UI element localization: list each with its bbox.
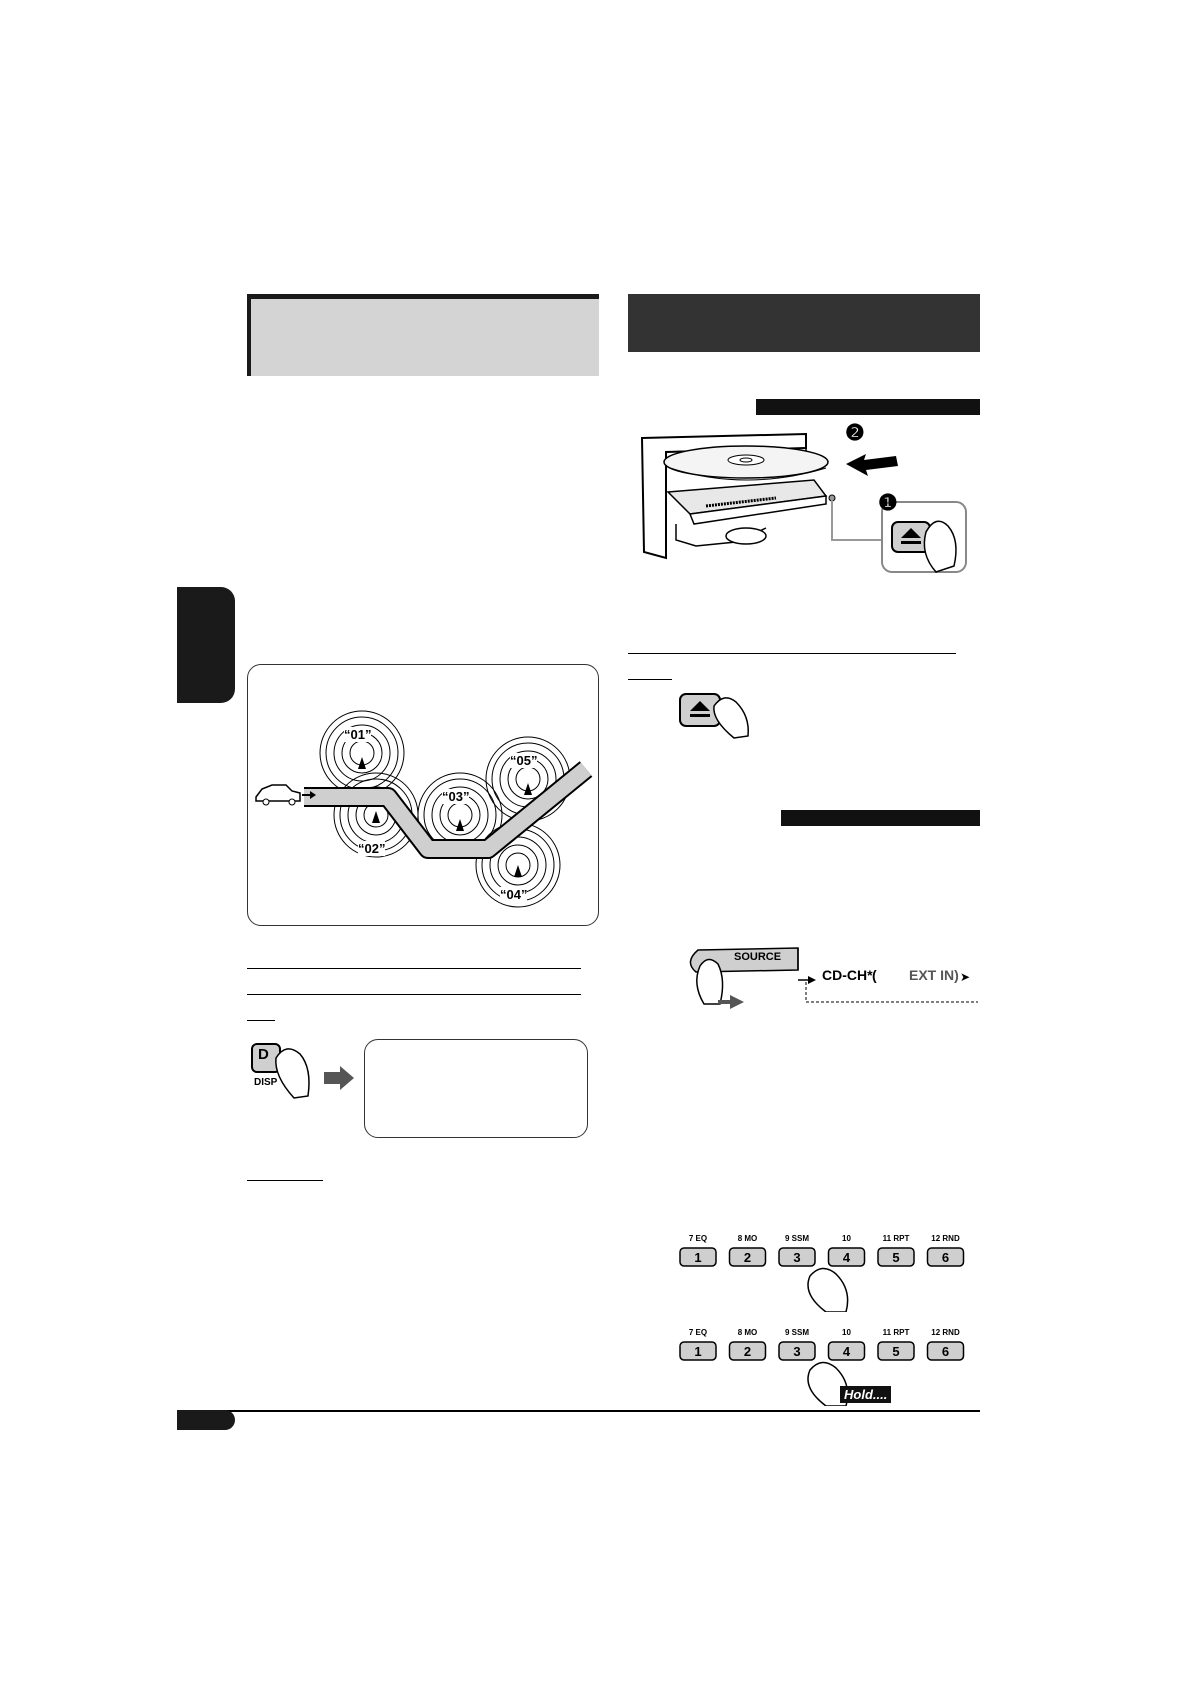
- preset-button-label: 5: [892, 1344, 900, 1359]
- preset-button-label: 3: [793, 1250, 801, 1265]
- disp-key-letter: D: [258, 1046, 269, 1063]
- rule-3-short: [247, 1020, 275, 1021]
- display-panel: [364, 1039, 588, 1138]
- preset-button-label: 4: [842, 1250, 851, 1265]
- section-header-right: [628, 294, 980, 352]
- subheading-bar-eject: [756, 399, 980, 415]
- preset-upper-label: 11 RPT: [882, 1234, 910, 1243]
- ext-in-label: EXT IN): [909, 967, 959, 983]
- preset-upper-label: 9 SSM: [784, 1234, 810, 1243]
- keypad-svg: [676, 1232, 976, 1312]
- preset-button-label: 2: [743, 1344, 752, 1359]
- rule-1: [247, 968, 581, 969]
- station-label-05: “05”: [510, 753, 538, 768]
- preset-upper-label: 8 MO: [737, 1328, 758, 1337]
- page-number-tab: [177, 1410, 235, 1430]
- keypad-svg: [676, 1326, 976, 1406]
- station-label-04: “04”: [500, 887, 528, 902]
- cd-ch-label: CD-CH*: [822, 967, 873, 983]
- rule-4-short: [247, 1180, 323, 1181]
- flow-arrow-icon: ➤: [960, 970, 971, 984]
- preset-upper-label: 10: [842, 1234, 851, 1243]
- preset-button-label: 1: [694, 1344, 702, 1359]
- step-2-marker: ❷: [845, 420, 865, 445]
- source-button-label: SOURCE: [734, 951, 782, 963]
- preset-upper-label: 9 SSM: [784, 1328, 810, 1337]
- section-header-left: [247, 294, 599, 376]
- keypad-row-2: [676, 1326, 976, 1406]
- preset-upper-label: 7 EQ: [688, 1234, 708, 1243]
- preset-upper-label: 12 RND: [931, 1328, 960, 1337]
- disp-label: DISP: [254, 1077, 278, 1088]
- rule-eject-short: [628, 679, 672, 680]
- preset-button-label: 3: [793, 1344, 801, 1359]
- keypad-row-1: [676, 1232, 976, 1312]
- hold-badge: Hold....: [840, 1386, 891, 1403]
- preset-upper-label: 12 RND: [931, 1234, 960, 1243]
- paren-open: (: [872, 967, 877, 983]
- bottom-rule: [177, 1410, 980, 1412]
- preset-button-label: 1: [694, 1250, 702, 1265]
- preset-button-label: 6: [941, 1344, 950, 1359]
- preset-button-label: 4: [842, 1344, 851, 1359]
- station-label-01: “01”: [344, 727, 372, 742]
- side-tab: [177, 587, 235, 703]
- preset-upper-label: 11 RPT: [882, 1328, 910, 1337]
- station-map-panel: [247, 664, 599, 926]
- preset-upper-label: 8 MO: [737, 1234, 758, 1243]
- finger-icon: [808, 1268, 848, 1312]
- rule-eject: [628, 653, 956, 654]
- preset-upper-label: 7 EQ: [688, 1328, 708, 1337]
- subheading-bar-source: [781, 810, 980, 826]
- station-label-03: “03”: [442, 789, 470, 804]
- preset-upper-label: 10: [842, 1328, 851, 1337]
- rule-2: [247, 994, 581, 995]
- preset-button-label: 5: [892, 1250, 900, 1265]
- eject-illustration: [636, 428, 976, 588]
- station-label-02: “02”: [358, 841, 386, 856]
- preset-button-label: 6: [941, 1250, 950, 1265]
- preset-button-label: 2: [743, 1250, 752, 1265]
- step-1-marker: ❶: [878, 490, 898, 515]
- eject-button-illustration: [678, 688, 768, 740]
